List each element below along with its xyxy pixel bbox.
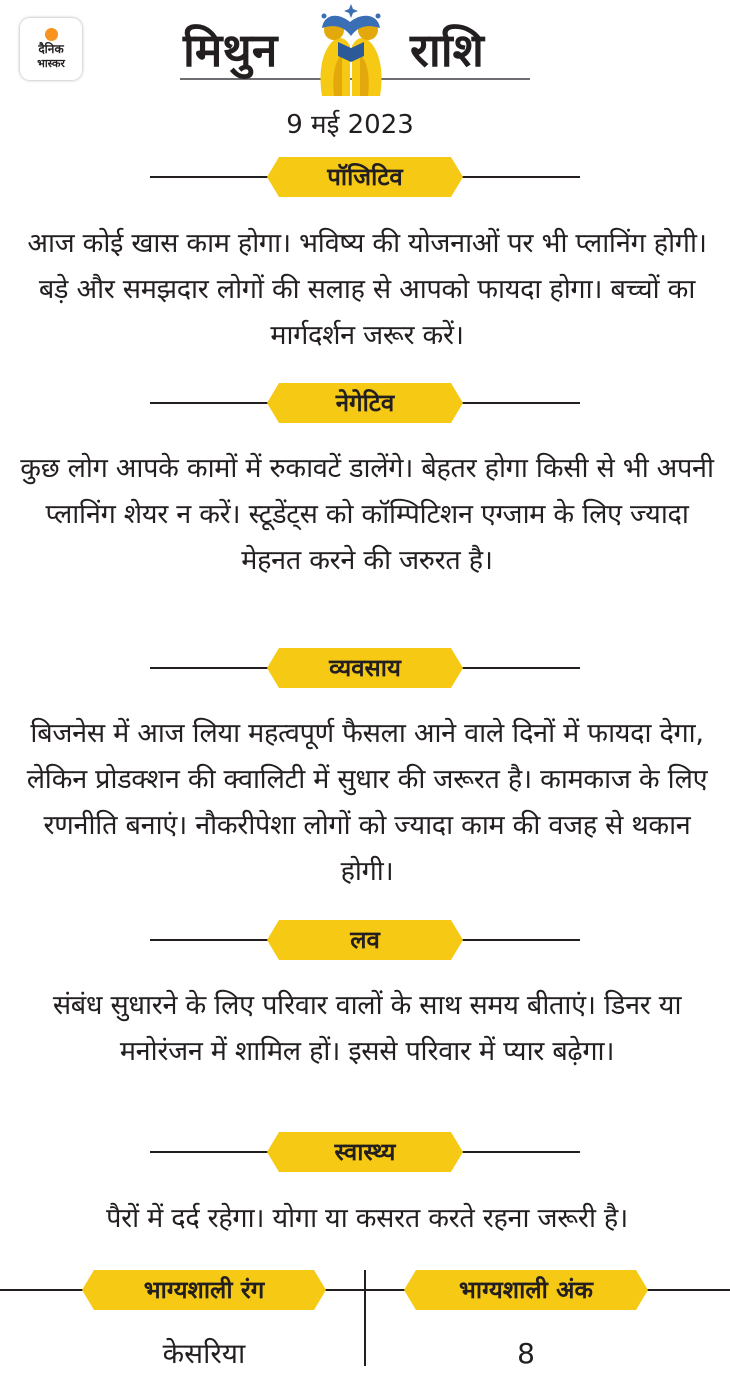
sun-icon (45, 28, 58, 41)
section-heading-label: व्यवसाय (329, 654, 401, 682)
brand-logo[interactable] (20, 18, 82, 80)
sign-name: मिथुन (183, 23, 278, 77)
divider (646, 1289, 730, 1291)
lucky-number-label: भाग्यशाली अंक (459, 1276, 593, 1304)
section-text-love: संबंध सुधारने के लिए परिवार वालों के साथ समय बीताएं। डिनर या मनोरंजन में शामिल हों। इससे परिवार में प्यार बढ़ेगा। (52, 990, 682, 1067)
date: 9 मई 2023 (286, 110, 414, 140)
lucky-number-heading (404, 1270, 648, 1310)
section-heading-label: लव (350, 926, 380, 954)
section-heading-health (150, 1132, 580, 1172)
section-heading-love (150, 920, 580, 960)
gemini-twins-icon (308, 2, 394, 98)
lucky-number-value: 8 (517, 1337, 535, 1370)
section-text-negative: कुछ लोग आपके कामों में रुकावटें डालेंगे। बेहतर होगा किसी से भी अपनी प्लानिंग शेयर न करें। स्टूडेंट्स को कॉम्पिटिशन एग्जाम के लिए ज्यादा मेहनत करने की जरुरत है। (20, 453, 714, 576)
section-text-positive: आज कोई खास काम होगा। भविष्य की योजनाओं पर भी प्लानिंग होगी। बड़े और समझदार लोगों की सलाह से आपको फायदा होगा। बच्चों का मार्गदर्शन जरूर करें। (27, 228, 707, 351)
rashi-word: राशि (410, 23, 484, 77)
section-heading-positive (150, 157, 580, 197)
section-text-health: पैरों में दर्द रहेगा। योगा या कसरत करते रहना जरूरी है। (106, 1203, 628, 1234)
divider (0, 1289, 86, 1291)
lucky-color-value: केसरिया (162, 1337, 246, 1370)
lucky-color-heading (82, 1270, 326, 1310)
section-heading-negative (150, 383, 580, 423)
section-heading-label: पॉजिटिव (327, 163, 403, 191)
column-divider (364, 1270, 366, 1366)
section-text-business: बिजनेस में आज लिया महत्वपूर्ण फैसला आने वाले दिनों में फायदा देगा, लेकिन प्रोडक्शन की क्वालिटी में सुधार की जरूरत है। कामकाज के लिए रणनीति बनाएं। नौकरीपेशा लोगों को ज्यादा काम की वजह से थकान होगी। (26, 718, 708, 887)
brand-logo-line1: दैनिक (38, 42, 64, 56)
section-heading-business (150, 648, 580, 688)
section-heading-label: स्वास्थ्य (334, 1138, 396, 1166)
brand-logo-line2: भास्कर (37, 57, 65, 70)
section-heading-label: नेगेटिव (335, 389, 395, 417)
lucky-color-label: भाग्यशाली रंग (143, 1276, 265, 1304)
